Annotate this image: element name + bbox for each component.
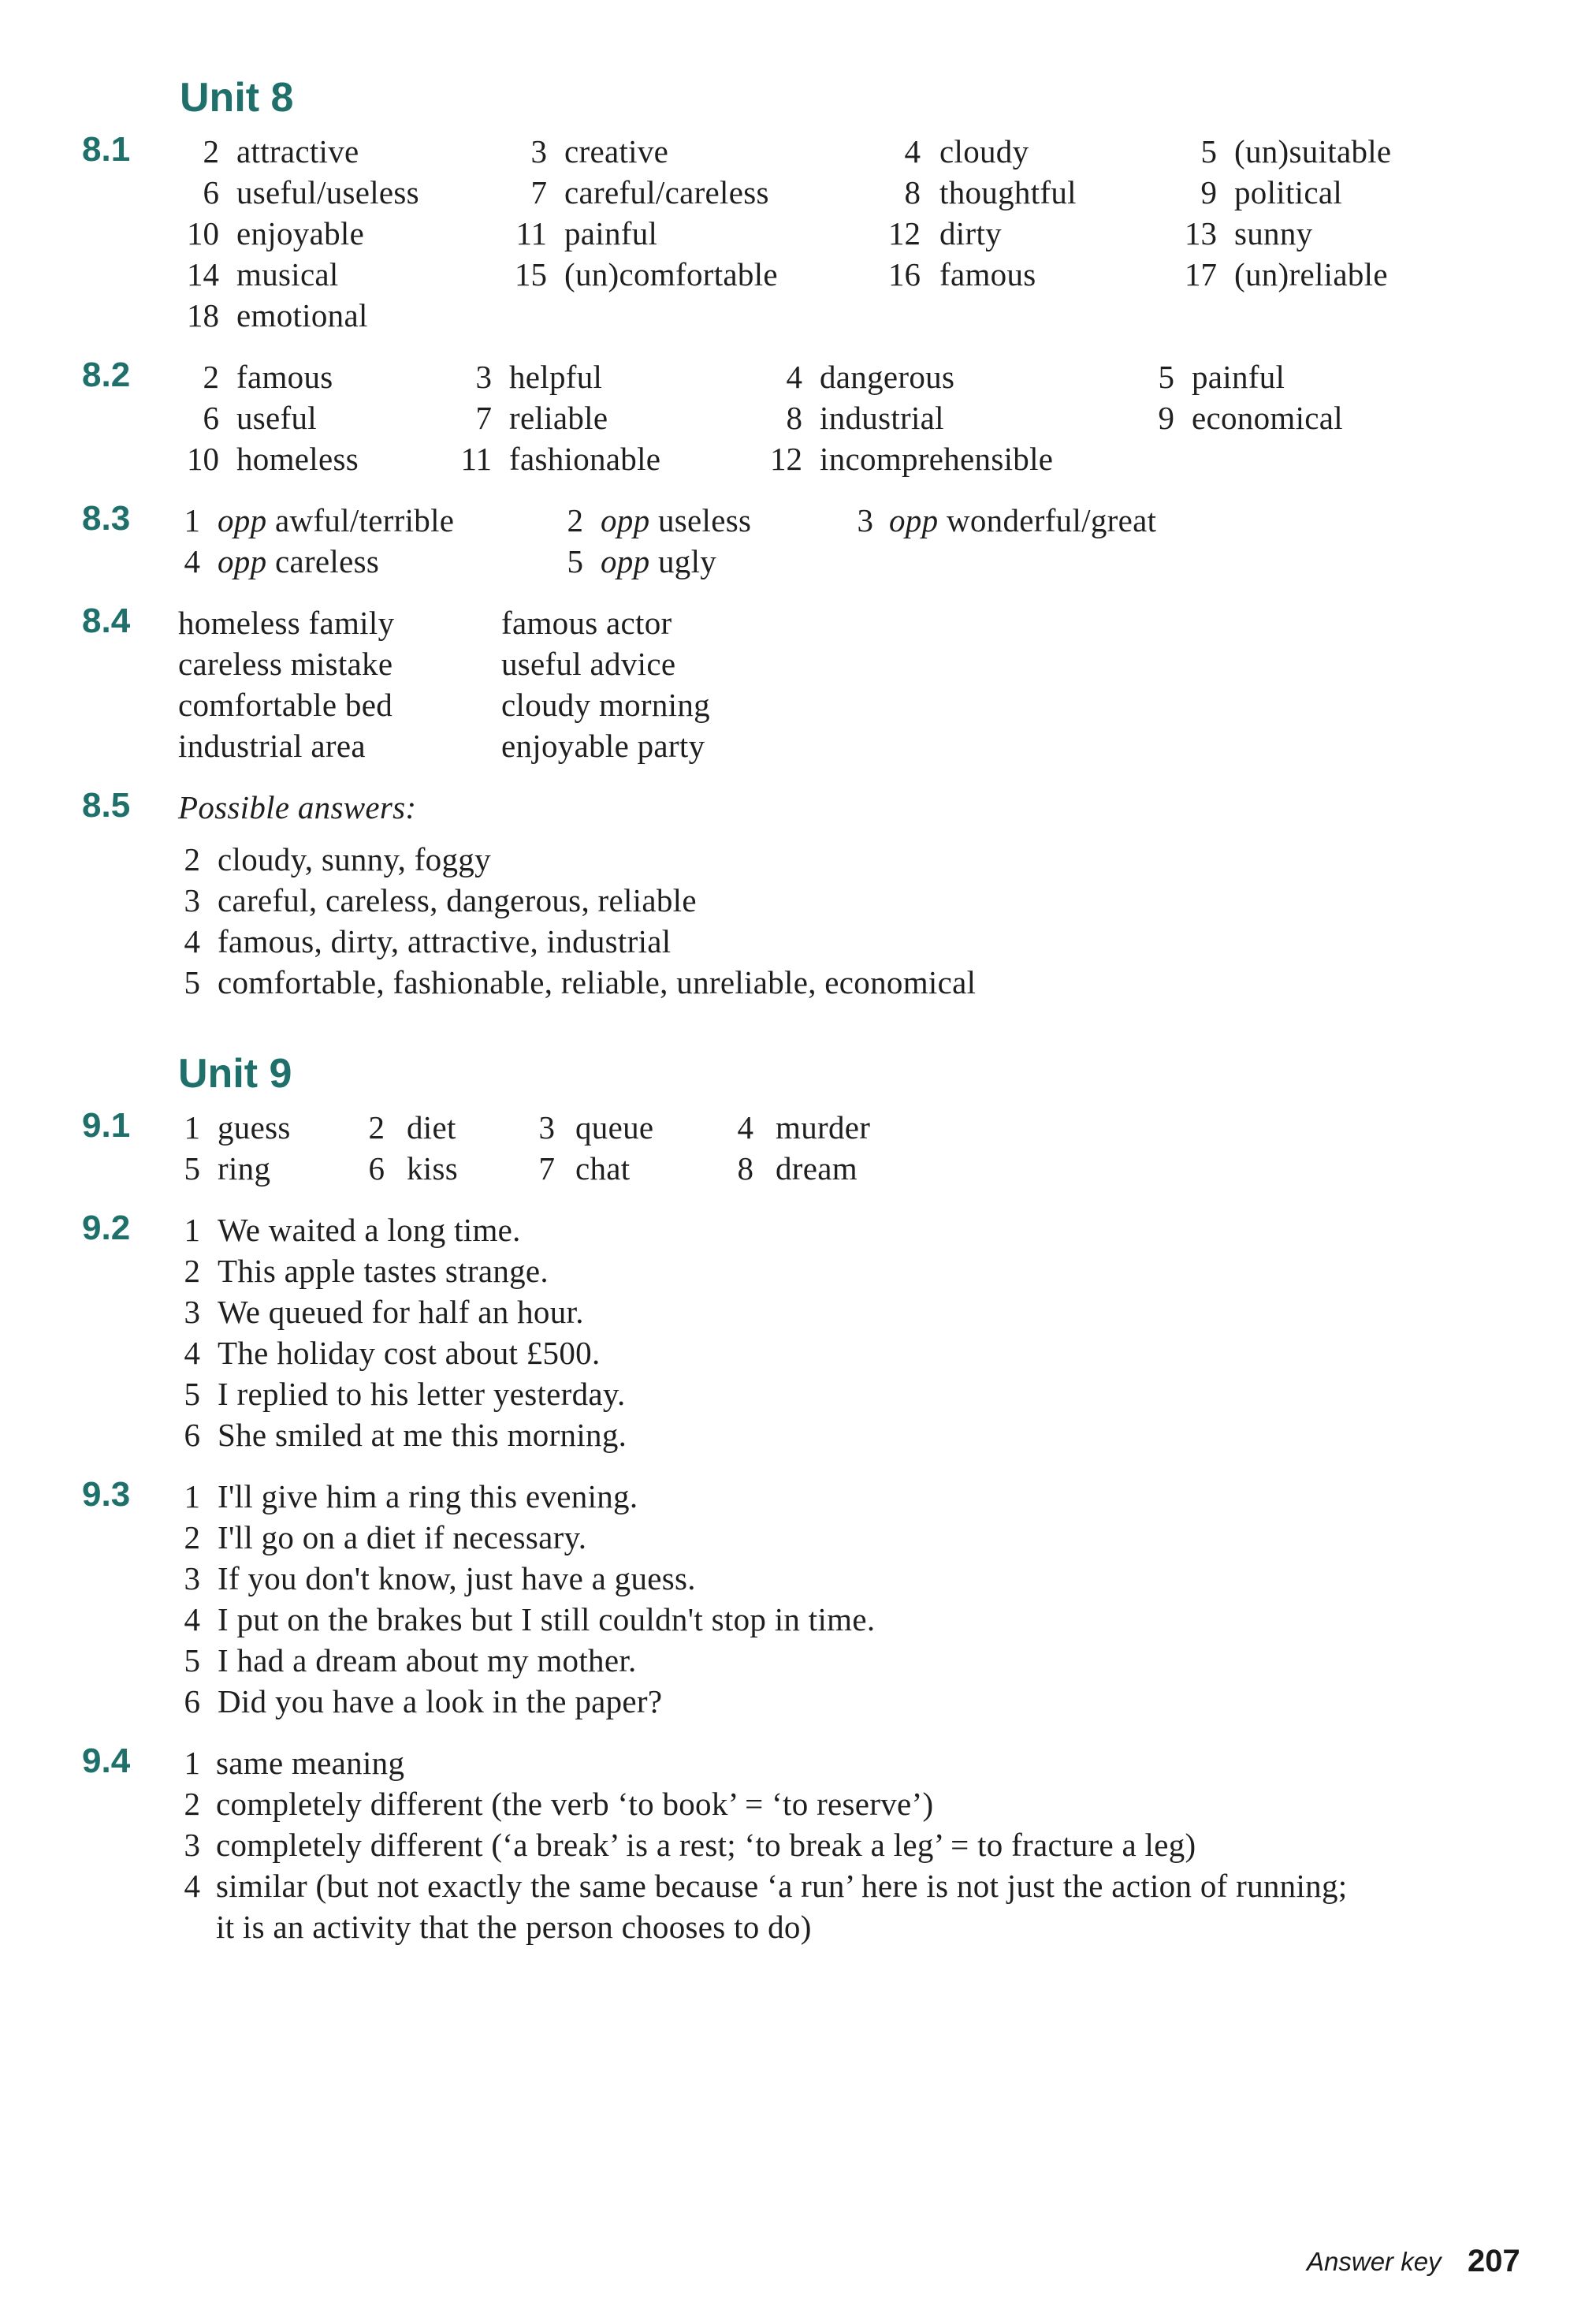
exercise-number: 9.4 xyxy=(82,1742,131,1780)
item-answer: similar (but not exactly the same because ‘a run’ here is not just the action of running; xyxy=(216,1868,1348,1904)
item-answer: We queued for half an hour. xyxy=(218,1294,584,1330)
item-number: 5 xyxy=(1200,133,1217,170)
item-answer: homeless xyxy=(236,441,359,477)
item-number: 1 xyxy=(184,502,200,538)
opp-label: opp xyxy=(601,543,650,579)
item-number: 3 xyxy=(184,1560,200,1596)
item-number: 7 xyxy=(538,1150,555,1187)
item-answer: cloudy, sunny, foggy xyxy=(218,841,491,877)
item-number: 4 xyxy=(904,133,921,170)
item-answer: chat xyxy=(575,1150,631,1187)
item-number: 2 xyxy=(203,133,219,170)
item-answer: industrial xyxy=(820,400,944,436)
item-answer: guess xyxy=(218,1109,291,1146)
item-number: 4 xyxy=(184,923,200,959)
unit-9-title: Unit 9 xyxy=(178,1051,292,1097)
collocation: industrial area xyxy=(178,728,366,764)
item-number: 3 xyxy=(538,1109,555,1146)
item-number: 3 xyxy=(475,359,492,395)
collocation: careless mistake xyxy=(178,646,393,682)
item-answer xyxy=(889,502,1157,538)
opp-label: opp xyxy=(601,502,650,538)
item-answer: She smiled at me this morning. xyxy=(218,1417,627,1453)
item-answer xyxy=(601,502,752,538)
item-answer: (un)suitable xyxy=(1234,133,1392,170)
item-number: 3 xyxy=(184,882,200,918)
item-number: 2 xyxy=(203,359,219,395)
item-text: wonderful/great xyxy=(946,502,1157,538)
item-number: 10 xyxy=(187,441,219,477)
item-answer: useful xyxy=(236,400,317,436)
item-number: 8 xyxy=(786,400,802,436)
item-number: 4 xyxy=(184,1868,200,1904)
item-number: 11 xyxy=(460,441,492,477)
item-text: ugly xyxy=(657,543,717,579)
item-number: 10 xyxy=(187,215,219,251)
exercise-number: 9.3 xyxy=(82,1475,131,1514)
item-answer: dangerous xyxy=(820,359,955,395)
item-answer: famous xyxy=(939,256,1036,292)
item-answer: I'll give him a ring this evening. xyxy=(218,1478,638,1514)
collocation: cloudy morning xyxy=(501,687,710,723)
item-number: 5 xyxy=(184,964,200,1000)
item-answer xyxy=(601,543,717,579)
item-number: 4 xyxy=(184,1335,200,1371)
item-number: 1 xyxy=(184,1109,200,1146)
exercise-number: 8.2 xyxy=(82,356,131,394)
item-number: 2 xyxy=(368,1109,385,1146)
item-number: 8 xyxy=(737,1150,753,1187)
footer-section-label: Answer key xyxy=(1307,2247,1442,2276)
exercise-number: 8.3 xyxy=(82,499,131,538)
item-answer: diet xyxy=(407,1109,456,1146)
item-number: 12 xyxy=(770,441,802,477)
item-answer: This apple tastes strange. xyxy=(218,1253,549,1289)
item-number: 5 xyxy=(184,1150,200,1187)
item-answer: If you don't know, just have a guess. xyxy=(218,1560,696,1596)
opp-label: opp xyxy=(218,502,267,538)
item-answer: famous, dirty, attractive, industrial xyxy=(218,923,672,959)
item-answer: useful/useless xyxy=(236,174,419,210)
item-number: 6 xyxy=(203,400,219,436)
item-answer: fashionable xyxy=(509,441,661,477)
item-answer: kiss xyxy=(407,1150,459,1187)
item-answer-continuation: it is an activity that the person chooses to do) xyxy=(216,1909,812,1945)
item-answer: We waited a long time. xyxy=(218,1212,521,1248)
item-answer: painful xyxy=(1192,359,1285,395)
exercise-number: 8.4 xyxy=(82,602,131,640)
exercise-number: 9.2 xyxy=(82,1209,131,1247)
item-number: 4 xyxy=(184,543,200,579)
collocation: enjoyable party xyxy=(501,728,705,764)
collocation: useful advice xyxy=(501,646,676,682)
page-number: 207 xyxy=(1468,2244,1520,2278)
item-answer: musical xyxy=(236,256,339,292)
item-number: 9 xyxy=(1200,174,1217,210)
item-number: 2 xyxy=(184,1519,200,1555)
item-number: 1 xyxy=(184,1212,200,1248)
opp-label: opp xyxy=(889,502,939,538)
item-number: 14 xyxy=(187,256,219,292)
item-number: 5 xyxy=(184,1642,200,1678)
item-text: careless xyxy=(274,543,380,579)
item-answer xyxy=(218,502,455,538)
item-answer: creative xyxy=(564,133,669,170)
opp-label: opp xyxy=(218,543,267,579)
item-answer: queue xyxy=(575,1109,654,1146)
item-answer: attractive xyxy=(236,133,359,170)
item-number: 3 xyxy=(184,1294,200,1330)
item-answer: (un)comfortable xyxy=(564,256,778,292)
item-number: 6 xyxy=(184,1417,200,1453)
collocation: comfortable bed xyxy=(178,687,393,723)
item-number: 1 xyxy=(184,1745,200,1781)
item-answer xyxy=(218,543,380,579)
item-number: 7 xyxy=(475,400,492,436)
possible-answers-label: Possible answers: xyxy=(178,789,417,825)
item-answer: famous xyxy=(236,359,333,395)
item-number: 4 xyxy=(737,1109,753,1146)
unit-8-title: Unit 8 xyxy=(180,75,294,121)
item-answer: I'll go on a diet if necessary. xyxy=(218,1519,587,1555)
item-number: 13 xyxy=(1185,215,1217,251)
item-answer: economical xyxy=(1192,400,1343,436)
item-number: 3 xyxy=(857,502,873,538)
item-number: 6 xyxy=(368,1150,385,1187)
exercise-number: 8.1 xyxy=(82,130,131,169)
item-answer: I had a dream about my mother. xyxy=(218,1642,637,1678)
item-answer: murder xyxy=(776,1109,871,1146)
item-number: 11 xyxy=(515,215,547,251)
item-answer: I put on the brakes but I still couldn't stop in time. xyxy=(218,1601,876,1637)
item-answer: sunny xyxy=(1234,215,1313,251)
item-number: 2 xyxy=(184,1786,200,1822)
item-answer: completely different (‘a break’ is a rest; ‘to break a leg’ = to fracture a leg) xyxy=(216,1827,1196,1863)
item-number: 3 xyxy=(184,1827,200,1863)
item-answer: comfortable, fashionable, reliable, unreliable, economical xyxy=(218,964,977,1000)
item-number: 9 xyxy=(1158,400,1174,436)
item-answer: dirty xyxy=(939,215,1002,251)
item-number: 16 xyxy=(888,256,921,292)
item-text: awful/terrible xyxy=(274,502,455,538)
item-answer: Did you have a look in the paper? xyxy=(218,1683,663,1719)
item-answer: cloudy xyxy=(939,133,1029,170)
item-answer: dream xyxy=(776,1150,858,1187)
item-answer: emotional xyxy=(236,297,368,333)
item-number: 5 xyxy=(1158,359,1174,395)
item-number: 15 xyxy=(515,256,547,292)
item-number: 2 xyxy=(184,1253,200,1289)
item-number: 12 xyxy=(888,215,921,251)
item-answer: helpful xyxy=(509,359,603,395)
item-number: 8 xyxy=(904,174,921,210)
item-number: 1 xyxy=(184,1478,200,1514)
item-number: 4 xyxy=(786,359,802,395)
item-number: 2 xyxy=(184,841,200,877)
item-answer: thoughtful xyxy=(939,174,1077,210)
item-answer: careful, careless, dangerous, reliable xyxy=(218,882,697,918)
item-answer: (un)reliable xyxy=(1234,256,1388,292)
item-answer: painful xyxy=(564,215,658,251)
item-answer: careful/careless xyxy=(564,174,769,210)
exercise-number: 9.1 xyxy=(82,1106,131,1145)
item-number: 7 xyxy=(530,174,547,210)
item-number: 5 xyxy=(567,543,583,579)
item-number: 18 xyxy=(187,297,219,333)
item-answer: same meaning xyxy=(216,1745,405,1781)
item-number: 2 xyxy=(567,502,583,538)
item-answer: reliable xyxy=(509,400,608,436)
item-answer: The holiday cost about £500. xyxy=(218,1335,601,1371)
item-answer: incomprehensible xyxy=(820,441,1054,477)
item-number: 6 xyxy=(203,174,219,210)
collocation: famous actor xyxy=(501,605,672,641)
item-answer: completely different (the verb ‘to book’ = ‘to reserve’) xyxy=(216,1786,934,1822)
item-answer: I replied to his letter yesterday. xyxy=(218,1376,626,1412)
item-number: 4 xyxy=(184,1601,200,1637)
item-number: 5 xyxy=(184,1376,200,1412)
item-answer: enjoyable xyxy=(236,215,365,251)
item-number: 17 xyxy=(1185,256,1217,292)
collocation: homeless family xyxy=(178,605,395,641)
exercise-number: 8.5 xyxy=(82,786,131,825)
item-text: useless xyxy=(657,502,752,538)
item-answer: ring xyxy=(218,1150,271,1187)
item-answer: political xyxy=(1234,174,1343,210)
item-number: 3 xyxy=(530,133,547,170)
item-number: 6 xyxy=(184,1683,200,1719)
